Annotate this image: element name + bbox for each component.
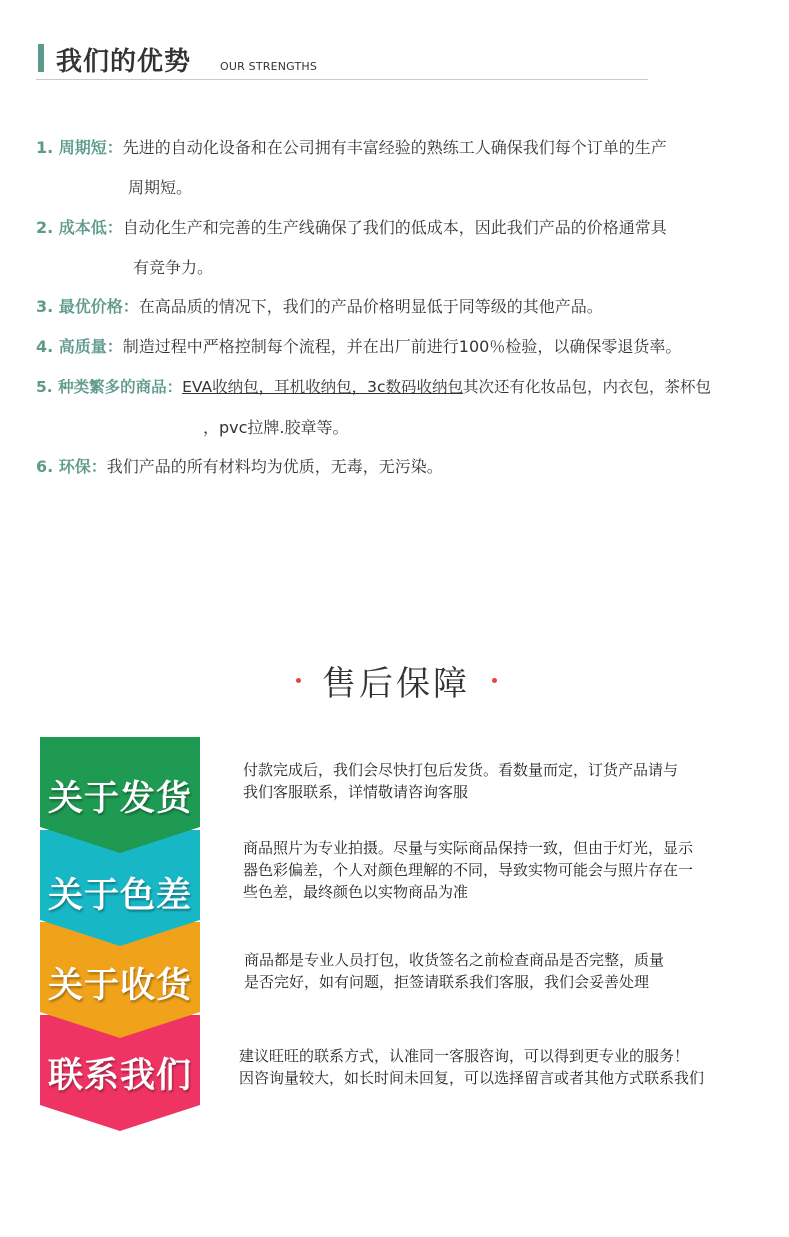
header-divider xyxy=(36,79,648,80)
description-line: 付款完成后，我们会尽快打包后发货。看数量而定，订货产品请与 xyxy=(243,761,679,779)
strength-label: 6. 环保： xyxy=(36,457,107,476)
ribbon-label: 关于收货 xyxy=(47,966,192,1006)
strength-text-continued: 周期短。 xyxy=(128,178,193,197)
strength-item xyxy=(36,377,711,397)
ribbon-shipping xyxy=(40,737,200,855)
description-line: 建议旺旺的联系方式，认准同一客服咨询，可以得到更专业的服务！ xyxy=(239,1047,690,1065)
title-dot-right xyxy=(492,678,497,683)
strength-item xyxy=(36,457,443,477)
strength-label: 2. 成本低： xyxy=(36,218,123,237)
strength-text: 自动化生产和完善的生产线确保了我们的低成本，因此我们产品的价格通常具 xyxy=(122,218,667,237)
description-line: 器色彩偏差，个人对颜色理解的不同，导致实物可能会与照片存在一 xyxy=(243,861,694,879)
strength-text: 在高品质的情况下，我们的产品价格明显低于同等级的其他产品。 xyxy=(138,297,603,316)
shipping-description xyxy=(243,759,678,803)
title-dot-left xyxy=(296,678,301,683)
strength-text: 制造过程中严格控制每个流程，并在出厂前进行100％检验，以确保零退货率。 xyxy=(122,337,682,356)
strength-item xyxy=(36,297,603,317)
strength-label: 5. 种类繁多的商品： xyxy=(36,378,183,396)
strength-text: 先进的自动化设备和在公司拥有丰富经验的熟练工人确保我们每个订单的生产 xyxy=(122,138,667,157)
description-line: 是否完好，如有问题，拒签请联系我们客服，我们会妥善处理 xyxy=(244,973,650,991)
strength-label: 3. 最优价格： xyxy=(36,297,139,316)
description-line: 我们客服联系，详情敬请咨询客服 xyxy=(243,783,469,801)
contact-description xyxy=(239,1045,704,1089)
strength-item xyxy=(36,337,681,357)
ribbon-label: 关于色差 xyxy=(47,876,192,916)
strength-label: 4. 高质量： xyxy=(36,337,123,356)
strength-text: 其次还有化妆品包，内衣包，茶杯包 xyxy=(462,378,711,396)
ribbon-label: 关于发货 xyxy=(47,779,192,819)
ribbon-label: 联系我们 xyxy=(47,1056,192,1096)
description-line: 些色差，最终颜色以实物商品为准 xyxy=(243,883,469,901)
section-subtitle: OUR STRENGTHS xyxy=(220,60,318,73)
strength-highlight: EVA收纳包，耳机收纳包，3c数码收纳包 xyxy=(182,378,463,396)
strength-text: 我们产品的所有材料均为优质，无毒，无污染。 xyxy=(106,457,443,476)
strength-text-continued: 有竞争力。 xyxy=(133,258,214,277)
header-accent-bar xyxy=(38,44,44,72)
description-line: 商品都是专业人员打包，收货签名之前检查商品是否完整，质量 xyxy=(244,951,665,969)
section-title: 我们的优势 xyxy=(56,47,192,77)
strength-label: 1. 周期短： xyxy=(36,138,123,157)
color-difference-description xyxy=(243,837,693,903)
description-line: 商品照片为专业拍摄。尽量与实际商品保持一致，但由于灯光，显示 xyxy=(243,839,694,857)
aftersales-title: 售后保障 xyxy=(322,664,470,704)
description-line: 因咨询量较大，如长时间未回复，可以选择留言或者其他方式联系我们 xyxy=(239,1069,705,1087)
strength-text-continued: ，pvc拉牌.胶章等。 xyxy=(203,418,349,437)
receiving-description xyxy=(244,949,664,993)
strength-item xyxy=(36,218,667,238)
strength-item xyxy=(36,138,667,158)
